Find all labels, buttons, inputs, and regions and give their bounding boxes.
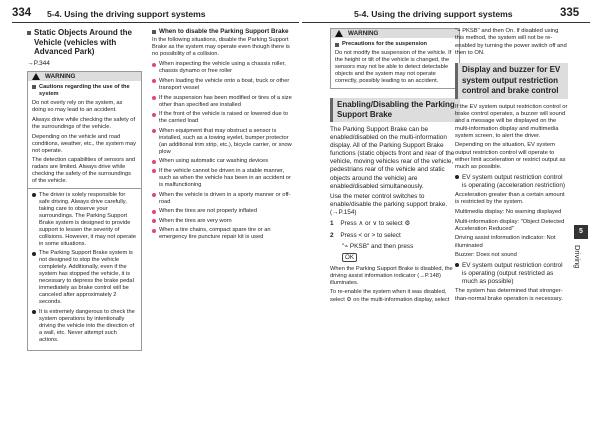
- warning-title: WARNING: [348, 30, 379, 37]
- enabling-body: [330, 126, 460, 304]
- display-buzzer-heading: Display and buzzer for EV system output restriction control and brake control: [455, 63, 568, 99]
- cautions-subheading: Cautions regarding the use of the system: [32, 84, 137, 98]
- left-section-title: 5-4. Using the driving support systems: [47, 9, 206, 19]
- body-paragraph: When the Parking Support Brake is disabled, the driving assist information indicator (→P.148) illuminates.: [330, 265, 453, 286]
- list-item: It is extremely dangerous to check the system operations by intentionally driving the vehicle into the direction of a wall, etc. Never attempt such actions.: [32, 309, 137, 344]
- bullet-dot-icon: [152, 113, 156, 117]
- suspension-subheading: Precautions for the suspension: [335, 41, 455, 48]
- step-2: 2 Press < or > to select: [330, 231, 401, 239]
- bullet-dot-icon: [152, 219, 156, 223]
- disable-intro: In the following situations, disable the Parking Support Brake as the system may operate even though there is no possibility of a collision.: [152, 37, 290, 58]
- page-reference-link[interactable]: →P.344: [27, 59, 50, 67]
- column-4: [455, 28, 568, 305]
- step-2-cont: "⌁ PKSB" and then press: [342, 242, 414, 250]
- vehicle-settings-icon: ⚙: [346, 296, 352, 303]
- ok-line: [330, 253, 460, 262]
- warning-triangle-icon: [335, 30, 343, 37]
- body-paragraph: If the EV system output restriction control or brake control operates, a buzzer will sound and a message will be displayed on the multi-information display and multimedia system screen, to alert the driver.: [455, 103, 568, 139]
- chapter-tab-number: 5: [574, 225, 588, 239]
- bullet-dot-icon: [152, 129, 156, 133]
- warning-title: WARNING: [45, 72, 76, 80]
- list-item: If the vehicle cannot be driven in a stable manner, such as when the vehicle has been in an accident or is malfunctioning: [152, 168, 292, 189]
- list-item: When a tire chains, compact spare tire or an emergency tire puncture repair kit is used: [152, 227, 292, 241]
- list-item: The Parking Support Brake system is not designed to stop the vehicle completely. Additionally, even if the system has stopped the vehicle, it is necessary to depress the brake pedal immediately as brake control will be canceled after approximately 2 seconds.: [32, 250, 137, 306]
- body-paragraph: The system has determined that stronger-than-normal brake operation is necessary.: [455, 288, 563, 302]
- status-line: Multi-information display: "Object Detected Acceleration Reduced": [455, 218, 565, 232]
- continued-text: "⌁ PKSB" and then On. If disabled using this method, the system will not be re-enabled by turning the power switch off and then to ON.: [455, 28, 567, 56]
- list-item: When the tires are very worn: [152, 218, 292, 225]
- warning-header: [331, 29, 459, 38]
- static-objects-heading-text: Static Objects Around the Vehicle (vehicles with Advanced Park): [34, 28, 132, 57]
- display-buzzer-body: [455, 104, 568, 303]
- body-paragraph: Use the meter control switches to enable/disable the parking support brake. (→P.154): [330, 193, 448, 217]
- status-line: Driving assist information indicator: Not illuminated: [455, 235, 556, 249]
- down-arrow-icon: ∨: [372, 220, 378, 228]
- enabling-disabling-heading: Enabling/Disabling the Parking Support Brake: [330, 98, 460, 122]
- list-item: If the suspension has been modified or tires of a size other than specified are installed: [152, 95, 292, 109]
- right-section-title: 5-4. Using the driving support systems: [354, 9, 513, 19]
- suspension-text: Do not modify the suspension of the vehicle. If the height or tilt of the vehicle is changed, the sensors may not be able to detect detectable objects and the system may not operate correctly, possibly leading to an accident.: [335, 50, 452, 84]
- step-number: 1: [330, 220, 334, 228]
- bullet-dot-icon: [455, 175, 459, 179]
- bullet-dot-icon: [152, 79, 156, 83]
- warning-divider: [28, 188, 141, 189]
- warning-box-suspension: [330, 28, 460, 89]
- chapter-tab-label: Driving: [573, 245, 582, 269]
- status-line: Multimedia display: No warning displayed: [455, 208, 562, 215]
- step-number: 2: [330, 231, 334, 239]
- list-item: EV system output restriction control is operating (acceleration restriction): [455, 174, 568, 190]
- caution-paragraph: Do not overly rely on the system, as doing so may lead to an accident.: [32, 100, 123, 114]
- bullet-dot-icon: [152, 210, 156, 214]
- list-item: When equipment that may obstruct a sensor is installed, such as a towing eyelet, bumper protector (an additional trim strip, etc.), bicycle carrier, or snow plow: [152, 128, 292, 156]
- list-item: When using automatic car washing devices: [152, 158, 292, 165]
- warning-header: [28, 72, 141, 81]
- square-bullet-icon: [32, 85, 36, 89]
- right-page-number: 335: [560, 7, 580, 19]
- static-objects-heading: [27, 28, 142, 57]
- bullet-dot-icon: [152, 63, 156, 67]
- caution-paragraph: Depending on the vehicle and road conditions, weather, etc., the system may not operate.: [32, 133, 137, 154]
- column-2: [152, 28, 292, 244]
- body-paragraph: The Parking Support Brake can be enabled/disabled on the multi-information display. All of the Parking Support Brake functions (static objects front and rear of the vehicle, moving vehicles rear of the vehicle, pedestrians rear of the vehicle and static objects around the vehicle) are enabled/disabled simultaneously.: [330, 126, 455, 190]
- chapter-tab-label-wrap: [575, 245, 589, 285]
- bullet-dot-icon: [152, 96, 156, 100]
- bullet-dot-icon: [152, 229, 156, 233]
- body-paragraph: Depending on the situation, EV system output restriction control will operate to either limit acceleration or restrict output as much as possible.: [455, 142, 566, 170]
- bullet-dot-icon: [152, 193, 156, 197]
- column-1: [27, 28, 142, 351]
- bullet-dot-icon: [32, 193, 36, 197]
- caution-paragraph: The detection capabilities of sensors and radars are limited. Always drive while checking the safety of the surroundings of the vehicle.: [32, 157, 136, 185]
- bullet-dot-icon: [152, 160, 156, 164]
- pksb-icon: "⌁: [455, 28, 461, 34]
- status-line: Buzzer: Does not sound: [455, 252, 517, 259]
- square-bullet-icon: [27, 31, 31, 35]
- body-paragraph: Acceleration greater than a certain amount is restricted by the system.: [455, 192, 565, 206]
- bullet-dot-icon: [32, 310, 36, 314]
- bullet-dot-icon: [455, 263, 459, 267]
- list-item: EV system output restriction control is operating (output restricted as much as possible): [455, 262, 568, 286]
- vehicle-settings-icon: ⚙: [404, 220, 411, 228]
- caution-paragraph: Always drive while checking the safety of the surroundings of the vehicle.: [32, 116, 136, 130]
- list-item: The driver is solely responsible for safe driving. Always drive carefully, taking care to observe your surroundings. The Parking Support Brake system is designed to provide support to lessen the severity of collisions. However, it may not operate in some situations.: [32, 192, 137, 248]
- list-item: When loading the vehicle onto a boat, truck or other transport vessel: [152, 78, 292, 92]
- when-to-disable-heading: When to disable the Parking Support Brake: [152, 28, 292, 35]
- warning-body: [28, 81, 141, 350]
- warning-body: [331, 38, 459, 88]
- list-item: When the vehicle is driven in a sporty manner or off-road: [152, 192, 292, 206]
- re-enable-paragraph: To re-enable the system when it was disabled, select ⚙ on the multi-information display, select: [330, 289, 450, 303]
- column-3: [330, 28, 460, 307]
- list-item: When inspecting the vehicle using a chassis roller, chassis dynamo or free roller: [152, 61, 292, 75]
- warning-box-system: [27, 71, 142, 351]
- bullet-dot-icon: [152, 169, 156, 173]
- bullet-dot-icon: [32, 252, 36, 256]
- right-arrow-icon: >: [371, 231, 376, 239]
- pksb-icon: "⌁: [342, 242, 349, 250]
- left-arrow-icon: <: [358, 231, 363, 239]
- square-bullet-icon: [335, 43, 339, 47]
- left-header-rule: [12, 22, 299, 23]
- up-arrow-icon: ∧: [358, 220, 364, 228]
- step-1: 1 Press ∧ or ∨ to select ⚙: [330, 220, 411, 228]
- left-page-number: 334: [12, 7, 32, 19]
- right-header-rule: [302, 22, 590, 23]
- square-bullet-icon: [152, 30, 156, 34]
- list-item: If the front of the vehicle is raised or lowered due to the carried load: [152, 111, 292, 125]
- ok-button-icon: OK: [342, 253, 357, 262]
- warning-triangle-icon: [32, 73, 40, 80]
- list-item: When the tires are not properly inflated: [152, 208, 292, 215]
